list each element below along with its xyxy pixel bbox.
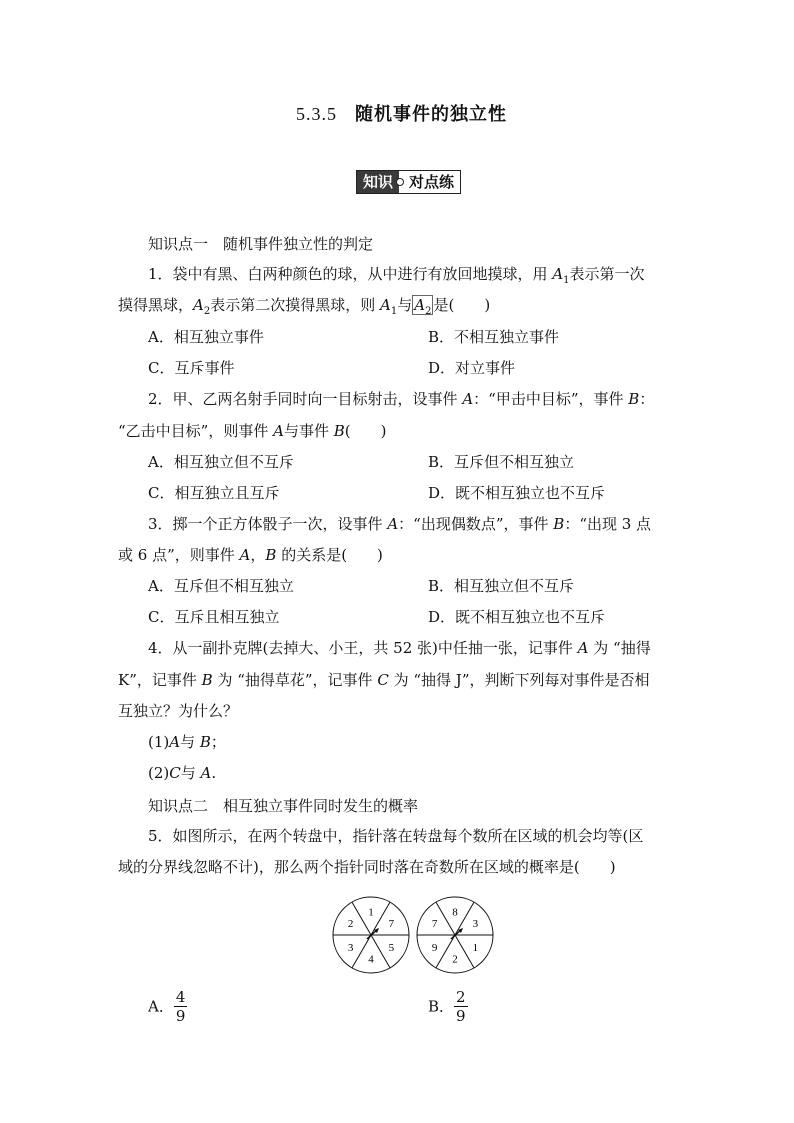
q4-line1: 4．从一副扑克牌(去掉大、小王，共 52 张)中任抽一张，记事件 A 为 “抽得: [148, 639, 651, 657]
q3-option-c: C．互斥且相互独立: [148, 608, 280, 626]
badge-right: 对点练: [401, 171, 460, 193]
q2-option-d: D．既不相互独立也不互斥: [428, 484, 606, 502]
wheel1-label: 5: [388, 941, 395, 954]
q2-line2: “乙击中目标”，则事件 A与事件 B( ): [118, 422, 387, 440]
q2-option-a: A．相互独立但不互斥: [148, 453, 294, 471]
knowledge-point-1: 知识点一 随机事件独立性的判定: [148, 235, 374, 253]
q1-line1: 1．袋中有黑、白两种颜色的球，从中进行有放回地摸球，用 $A_1$表示第一次: [148, 265, 645, 286]
q2-line1: 2．甲、乙两名射手同时向一目标射击，设事件 A：“甲击中目标”，事件 B：: [148, 390, 655, 408]
q1-option-c: C．互斥事件: [148, 359, 235, 377]
q4-sub1: (1)A与 B；: [148, 733, 226, 751]
q1-line2: 摸得黑球，$A_2$表示第二次摸得黑球，则 $A_1$与 $A_2$ 是( ): [118, 296, 491, 317]
q4-line3: 互独立？为什么？: [118, 702, 239, 720]
q3-option-a: A．互斥但不相互独立: [148, 577, 294, 595]
section-title: 随机事件的独立性: [355, 104, 507, 125]
q4-line2: K”，记事件 B 为 “抽得草花”，记事件 C 为 “抽得 J”，判断下列每对事件是否相: [118, 671, 650, 689]
q5-option-b: B． $\frac{2}{9}$: [428, 988, 466, 1025]
q5-line2: 域的分界线忽略不计)，那么两个指针同时落在奇数所在区域的概率是( ): [118, 858, 616, 876]
q3-option-b: B．相互独立但不互斥: [428, 577, 575, 595]
wheel2-label: 8: [452, 906, 458, 919]
section-number: 5.3.5: [296, 104, 337, 124]
q3-line2: 或 6 点”，则事件 A，B 的关系是( ): [118, 546, 383, 564]
wheel1-label: 3: [347, 941, 354, 954]
q4-sub2: (2)C与 A.: [148, 764, 217, 782]
q2-option-b: B．互斥但不相互独立: [428, 453, 575, 471]
wheel2-label: 2: [452, 953, 458, 966]
wheel2-label: 1: [472, 941, 479, 954]
wheel2-label: 3: [472, 918, 479, 931]
q5-line1: 5．如图所示，在两个转盘中，指针落在转盘每个数所在区域的机会均等(区: [148, 827, 644, 845]
q3-line1: 3．掷一个正方体骰子一次，设事件 A：“出现偶数点”，事件 B：“出现 3 点: [148, 515, 652, 533]
q1-option-d: D．对立事件: [428, 359, 516, 377]
section-badge: [356, 170, 461, 194]
wheel1-label: 1: [368, 906, 374, 919]
q2-option-c: C．相互独立且互斥: [148, 484, 280, 502]
q3-option-d: D．既不相互独立也不互斥: [428, 608, 606, 626]
wheel2-label: 9: [431, 941, 438, 954]
q1-option-b: B．不相互独立事件: [428, 328, 560, 346]
spinner-wheel-2: [412, 894, 512, 976]
wheel2-label: 7: [431, 918, 438, 931]
wheel1-label: 7: [388, 918, 395, 931]
badge-dot: [396, 178, 404, 186]
badge-left: 知识: [357, 171, 399, 193]
wheel1-label: 2: [347, 918, 354, 931]
page-title: [296, 100, 507, 126]
q5-option-a: A． $\frac{4}{9}$: [148, 988, 186, 1025]
q1-option-a: A．相互独立事件: [148, 328, 264, 346]
wheel1-label: 4: [368, 953, 374, 966]
knowledge-point-2: 知识点二 相互独立事件同时发生的概率: [148, 797, 419, 815]
